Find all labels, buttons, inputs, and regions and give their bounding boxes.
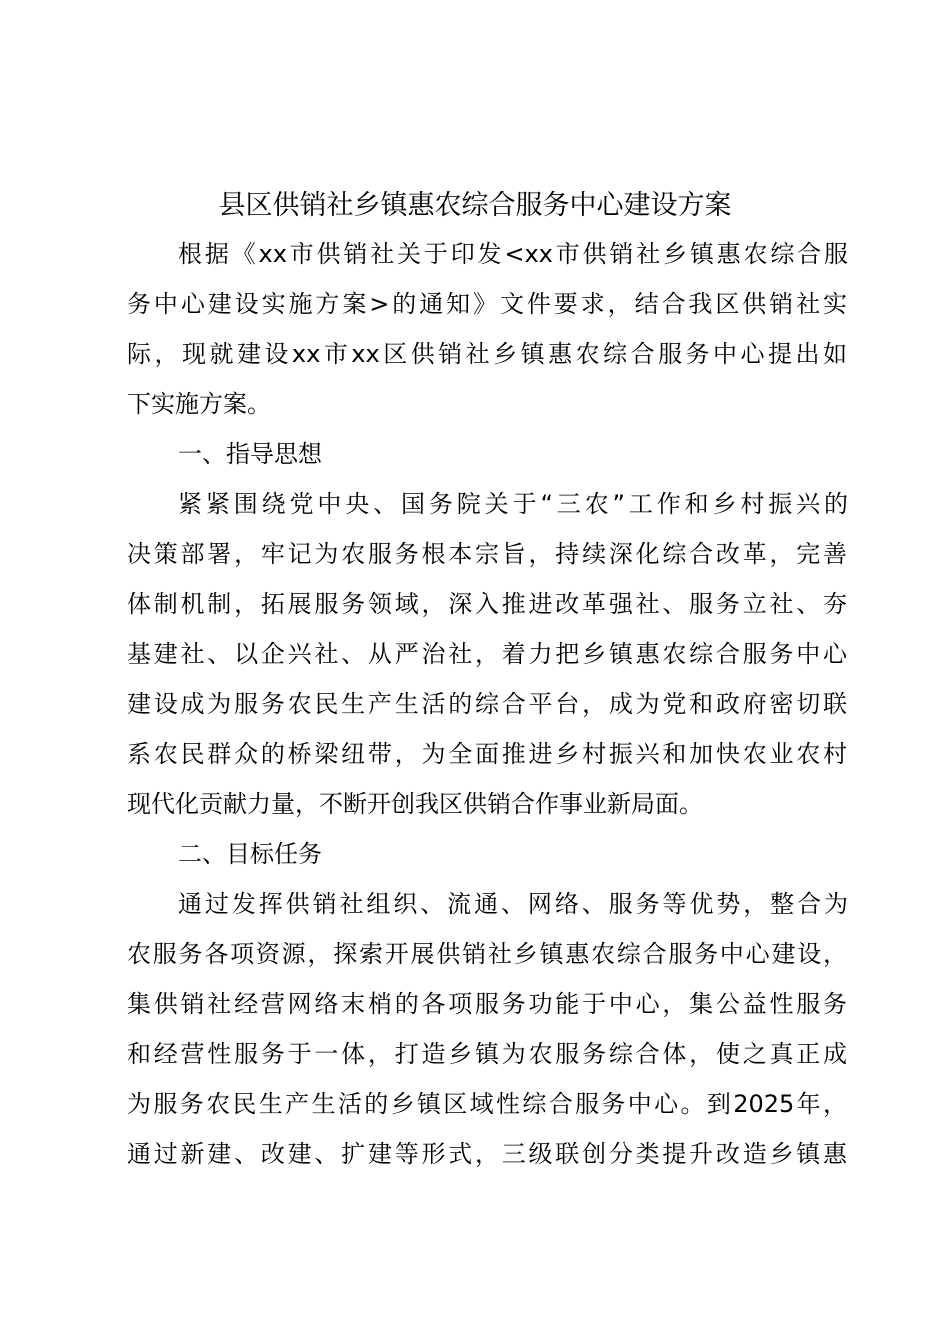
paragraph-line: 紧紧围绕党中央、国务院关于“三农”工作和乡村振兴的 <box>178 490 848 518</box>
paragraph-line: 集供销社经营网络末梢的各项服务功能于中心，集公益性服务 <box>127 990 847 1018</box>
paragraph-line: 农服务各项资源，探索开展供销社乡镇惠农综合服务中心建设， <box>127 940 847 968</box>
paragraph-line: 和经营性服务于一体，打造乡镇为农服务综合体，使之真正成 <box>127 1040 847 1068</box>
paragraph-line: 务中心建设实施方案>的通知》文件要求，结合我区供销社实 <box>127 290 847 318</box>
paragraph-line: 系农民群众的桥梁纽带，为全面推进乡村振兴和加快农业农村 <box>127 740 847 768</box>
paragraph-line: 通过新建、改建、扩建等形式，三级联创分类提升改造乡镇惠 <box>127 1140 847 1168</box>
paragraph-line: 体制机制，拓展服务领域，深入推进改革强社、服务立社、夯 <box>127 590 847 618</box>
paragraph-line: 通过发挥供销社组织、流通、网络、服务等优势，整合为 <box>178 890 848 918</box>
paragraph-line: 根据《xx市供销社关于印发<xx市供销社乡镇惠农综合服 <box>178 240 848 268</box>
paragraph-line: 下实施方案。 <box>127 390 271 418</box>
section-heading: 一、指导思想 <box>178 440 322 468</box>
document-title: 县区供销社乡镇惠农综合服务中心建设方案 <box>218 190 732 221</box>
paragraph-line: 为服务农民生产生活的乡镇区域性综合服务中心。到2025年， <box>127 1090 847 1118</box>
paragraph-line: 基建社、以企兴社、从严治社，着力把乡镇惠农综合服务中心 <box>127 640 847 668</box>
paragraph-line: 现代化贡献力量，不断开创我区供销合作事业新局面。 <box>127 790 703 818</box>
paragraph-line: 际，现就建设xx市xx区供销社乡镇惠农综合服务中心提出如 <box>127 340 847 368</box>
paragraph-line: 建设成为服务农民生产生活的综合平台，成为党和政府密切联 <box>127 690 847 718</box>
paragraph-line: 决策部署，牢记为农服务根本宗旨，持续深化综合改革，完善 <box>127 540 847 568</box>
section-heading: 二、目标任务 <box>178 840 322 868</box>
